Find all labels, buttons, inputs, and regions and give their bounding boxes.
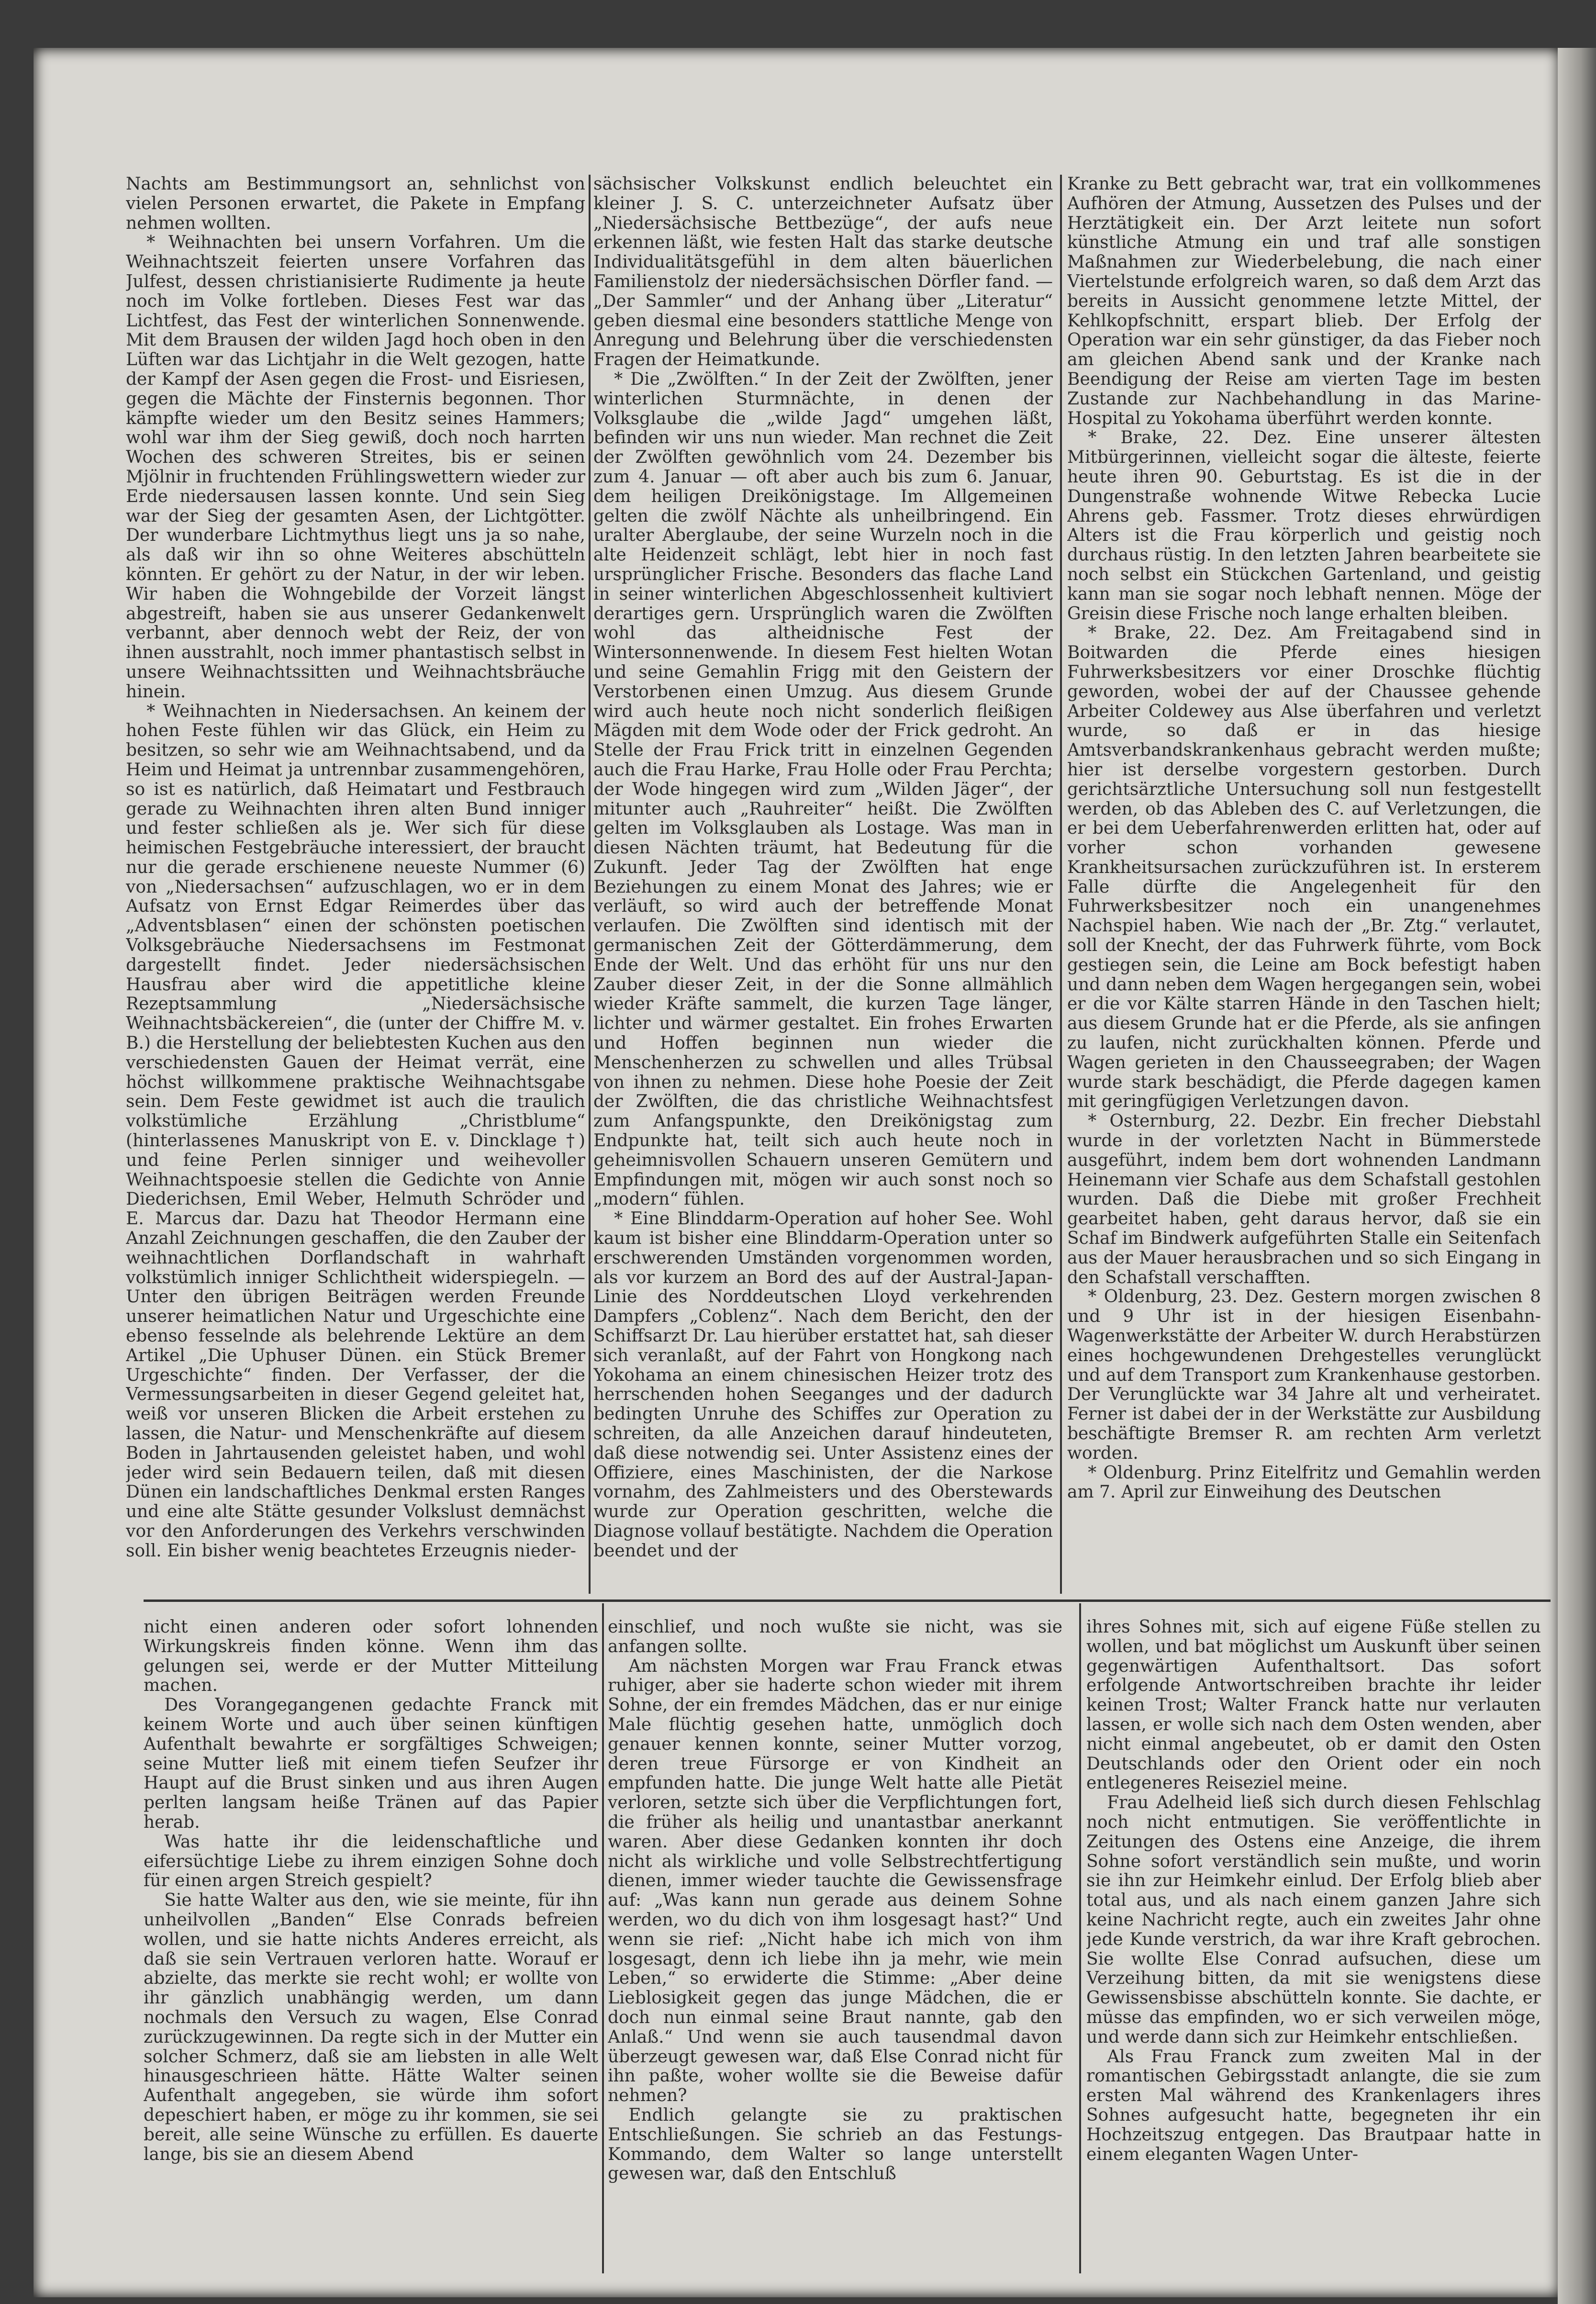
news-column-1 (126, 175, 585, 1594)
article-paragraph: * Die „Zwölften.“ In der Zeit der Zwölften, jener winterlichen Sturmnächte, in denen der Volksglaube die „wilde Jagd“ umgehen läßt, befinden wir uns nun wieder. Man rechnet die Zeit der Zwölften gewöhnlich vom 24. Dezember bis zum 4. Januar — oft aber auch bis zum 6. Januar, dem heiligen Dreikönigstage. Im Allgemeinen gelten die zwölf Nächte als unheilbringend. Ein uralter Aberglaube, der seine Wurzeln noch in die alte Heidenzeit schlägt, lebt hier in noch fast ursprünglicher Frische. Besonders das flache Land in seiner winterlichen Abgeschlossenheit kultiviert derartiges gern. Ursprünglich waren die Zwölften wohl das altheidnische Fest der Wintersonnenwende. In diesem Fest hielten Wotan und seine Gemahlin Frigg mit den Geistern der Verstorbenen einen Umzug. Aus diesem Grunde wird auch heute noch nicht sonderlich fleißigen Mägden mit dem Wode oder der Frick gedroht. An Stelle der Frau Frick tritt in einzelnen Gegenden auch die Frau Harke, Frau Holle oder Frau Perchta; der Wode hingegen wird zum „Wilden Jäger“, der mitunter auch „Rauhreiter“ heißt. Die Zwölften gelten im Volksglauben als Lostage. Was man in diesen Nächten träumt, hat Bedeutung für die Zukunft. Jeder Tag der Zwölften hat enge Beziehungen zu einem Monat des Jahres; wie er verläuft, so wird auch der betreffende Monat verlaufen. Die Zwölften sind identisch mit der germanischen Zeit der Götterdämmerung, dem Ende der Welt. Und das erhöht für uns nur den Zauber dieser Zeit, in der die Sonne allmählich wieder Kräfte sammelt, die kurzen Tage länger, lichter und wärmer gestaltet. Ein frohes Erwarten und Hoffen beginnen nun wieder die Menschenherzen zu schwellen und alles Trübsal von ihnen zu nehmen. Diese hohe Poesie der Zeit der Zwölften, die das christliche Weihnachtsfest zum Anfangspunkte, den Dreikönigstag zum Endpunkte hat, teilt sich auch heute noch in geheimnisvollen Schauern unseren Gemütern und Empfindungen mit, mögen wir auch sonst noch so „modern“ fühlen. (593, 369, 1053, 1209)
feuilleton-divider (144, 1599, 1551, 1602)
column-rule-upper-1 (589, 175, 591, 1594)
story-paragraph: Was hatte ihr die leidenschaftliche und eifersüchtige Liebe zu ihrem einzigen Sohne doch für einen argen Streich gespielt? (144, 1832, 598, 1891)
story-paragraph: Sie hatte Walter aus den, wie sie meinte, für ihn unheilvollen „Banden“ Else Conrads befreien wollen, und sie hatte nichts Anderes erreicht, als daß sie sein Vertrauen verloren hatte. Worauf er abzielte, das merkte sie recht wohl; er wollte von ihr gänzlich unabhängig werden, um dann nochmals den Versuch zu wagen, Else Conrad zurückzugewinnen. Da regte sich in der Mutter ein solcher Schmerz, daß sie am liebsten in alle Welt hinausgeschrieen hätte. Hätte Walter seinen Aufenthalt angegeben, sie würde ihm sofort depeschiert haben, er möge zu ihr kommen, sie sei bereit, alle seine Wünsche zu erfüllen. Es dauerte lange, bis sie an diesem Abend (144, 1890, 598, 2164)
feuilleton-column-2 (608, 1618, 1062, 2273)
story-paragraph: Frau Adelheid ließ sich durch diesen Fehlschlag noch nicht entmutigen. Sie veröffentlichte in Zeitungen des Ostens eine Anzeige, die ihrem Sohne sofort verständlich sein mußte, und worin sie ihn zur Heimkehr einlud. Der Erfolg blieb aber total aus, und als nach einem ganzen Jahre sich keine Nachricht regte, auch ein zweites Jahr ohne jede Kunde verstrich, da war ihre Kraft gebrochen. Sie wollte Else Conrad aufsuchen, diese um Verzeihung bitten, da mit sie wenigstens diese Gewissensbisse abschütteln konnte. Sie dachte, er müsse das empfinden, wo er sich verweilen möge, und werde dann sich zur Heimkehr entschließen. (1086, 1793, 1541, 2047)
article-paragraph: * Weihnachten in Niedersachsen. An keinem der hohen Feste fühlen wir das Glück, ein Heim zu besitzen, so sehr wie am Weihnachtsabend, und da Heim und Heimat ja untrennbar zusammengehören, so ist es natürlich, daß Heimatart und Festbrauch gerade zu Weihnachten ihren alten Bund inniger und fester schließen als je. Wer sich für diese heimischen Festgebräuche interessiert, der braucht nur die gerade erschienene neueste Nummer (6) von „Niedersachsen“ aufzuschlagen, wo er in dem Aufsatz von Ernst Edgar Reimerdes über das „Adventsblasen“ einen der schönsten poetischen Volksgebräuche Niedersachsens im Festmonat dargestellt findet. Jeder niedersächsischen Hausfrau aber wird die appetitliche kleine Rezeptsammlung „Niedersächsische Weihnachtsbäckereien“, die (unter der Chiffre M. v. B.) die Herstellung der beliebtesten Kuchen aus den verschiedensten Gauen der Heimat verrät, eine höchst willkommene praktische Weihnachtsgabe sein. Dem Feste gewidmet ist auch die traulich volkstümliche Erzählung „Christblume“ (hinterlassenes Manuskript von E. v. Dincklage †) und feine Perlen sinniger und weihevoller Weihnachtspoesie stellen die Gedichte von Annie Diederichsen, Emil Weber, Helmuth Schröder und E. Marcus dar. Dazu hat Theodor Hermann eine Anzahl Zeichnungen geschaffen, die den Zauber der weihnachtlichen Dorflandschaft in wahrhaft volkstümlich inniger Schlichtheit widerspiegeln. — Unter den übrigen Beiträgen werden Freunde unserer heimatlichen Natur und Urgeschichte eine ebenso fesselnde als belehrende Lektüre an dem Artikel „Die Uphuser Dünen. ein Stück Bremer Urgeschichte“ finden. Der Verfasser, der die Vermessungsarbeiten in dieser Gegend geleitet hat, weiß vor unseren Blicken die Arbeit erstehen zu lassen, die Natur- und Menschenkräfte auf diesem Boden in Jahrtausenden geleistet haben, und wohl jeder wird sein Bedauern teilen, daß mit diesen Dünen ein landschaftliches Denkmal ersten Ranges und eine alte Stätte gesunder Volkslust demnächst vor den Anforderungen des Verkehrs verschwinden soll. Ein bisher wenig beachtetes Erzeugnis nieder- (126, 701, 585, 1561)
article-paragraph: sächsischer Volkskunst endlich beleuchtet ein kleiner J. S. C. unterzeichneter Aufsatz über „Niedersächsische Bettbezüge“, der aufs neue erkennen läßt, wie festen Halt das starke deutsche Individualitätsgefühl in dem alten bäuerlichen Familienstolz der niedersächsischen Dörfler fand. — „Der Sammler“ und der Anhang über „Literatur“ geben diesmal eine besonders stattliche Menge von Anregung und Belehrung über die verschiedensten Fragen der Heimatkunde. (593, 175, 1053, 370)
story-paragraph: Endlich gelangte sie zu praktischen Entschließungen. Sie schrieb an das Festungs-Kommando, dem Walter so lange unterstellt gewesen war, daß den Entschluß (608, 2105, 1062, 2184)
feuilleton-column-1 (144, 1618, 598, 2273)
story-paragraph: Des Vorangegangenen gedachte Franck mit keinem Worte und auch über seinen künftigen Aufenthalt bewahrte er sorgfältiges Schweigen; seine Mutter ließ mit einem tiefen Seufzer ihr Haupt auf die Brust sinken und aus ihren Augen perlten langsam heiße Tränen auf das Papier herab. (144, 1695, 598, 1832)
article-paragraph: * Eine Blinddarm-Operation auf hoher See. Wohl kaum ist bisher eine Blinddarm-Operation unter so erschwerenden Umständen vorgenommen worden, als vor kurzem an Bord des auf der Austral-Japan-Linie des Norddeutschen Lloyd verkehrenden Dampfers „Coblenz“. Nach dem Bericht, den der Schiffsarzt Dr. Lau hierüber erstattet hat, sah dieser sich veranlaßt, auf der Fahrt von Hongkong nach Yokohama an einem chinesischen Heizer trotz des herrschenden hohen Seeganges und der dadurch bedingten Unruhe des Schiffes zur Operation zu schreiten, da alle Anzeichen darauf hindeuteten, daß diese notwendig sei. Unter Assistenz eines der Offiziere, eines Maschinisten, der die Narkose vornahm, des Zahlmeisters und des Oberstewards wurde zur Operation geschritten, welche die Diagnose vollauf bestätigte. Nachdem die Operation beendet und der (593, 1209, 1053, 1561)
column-rule-upper-2 (1060, 175, 1062, 1594)
column-rule-lower-2 (1079, 1603, 1081, 2273)
local-news-brake: * Brake, 22. Dez. Am Freitagabend sind in Boitwarden die Pferde eines hiesigen Fuhrwerksbesitzers vor einer Droschke flüchtig geworden, wobei der auf der Chaussee gehende Arbeiter Coldewey aus Alse überfahren und verletzt wurde, so daß er in das hiesige Amtsverbandskrankenhaus gebracht werden mußte; hier ist derselbe vorgestern gestorben. Durch gerichtsärztliche Untersuchung soll nun festgestellt werden, ob das Ableben des C. auf Verletzungen, die er bei dem Ueberfahrenwerden erlitten hat, oder auf vorher schon vorhanden gewesene Krankheitsursachen zurückzuführen ist. In ersterem Falle dürfte die Angelegenheit für den Fuhrwerksbesitzer noch ein unangenehmes Nachspiel haben. Wie nach der „Br. Ztg.“ verlautet, soll der Knecht, der das Fuhrwerk führte, vom Bock gestiegen sein, die Leine am Bock befestigt haben und dann neben dem Wagen hergegangen sein, wobei er die vor Kälte starren Hände in den Taschen hielt; aus diesem Grunde hat er die Pferde, als sie anfingen zu laufen, nicht zurückhalten können. Pferde und Wagen gerieten in den Chausseegraben; der Wagen wurde stark beschädigt, die Pferde dagegen kamen mit geringfügigen Verletzungen davon. (1067, 623, 1541, 1112)
news-column-2 (593, 175, 1053, 1594)
story-paragraph: Als Frau Franck zum zweiten Mal in der romantischen Gebirgsstadt anlangte, die sie zum ersten Mal während des Krankenlagers ihres Sohnes aufgesucht hatte, begegneten ihr ein Hochzeitszug entgegen. Das Brautpaar hatte in einem eleganten Wagen Unter- (1086, 2047, 1541, 2164)
story-paragraph: einschlief, und noch wußte sie nicht, was sie anfangen sollte. (608, 1618, 1062, 1656)
column-rule-lower-1 (602, 1603, 604, 2273)
story-paragraph: nicht einen anderen oder sofort lohnenden Wirkungskreis finden könne. Wenn ihm das gelungen sei, werde er der Mutter Mitteilung machen. (144, 1618, 598, 1696)
news-column-3 (1067, 175, 1541, 1594)
story-paragraph: ihres Sohnes mit, sich auf eigene Füße stellen zu wollen, und bat möglichst um Auskunft über seinen gegenwärtigen Aufenthaltsort. Das sofort erfolgende Antwortschreiben brachte ihr leider keinen Trost; Walter Franck hatte nur verlauten lassen, er wolle sich nach dem Osten wenden, aber nicht einmal angebeutet, ob er damit den Osten Deutschlands oder den Orient oder ein noch entlegeneres Reiseziel meine. (1086, 1618, 1541, 1793)
article-paragraph: Kranke zu Bett gebracht war, trat ein vollkommenes Aufhören der Atmung, Aussetzen des Pulses und der Herztätigkeit ein. Der Arzt leitete nun sofort künstliche Atmung ein und traf alle sonstigen Maßnahmen zur Wiederbelebung, die nach einer Viertelstunde erfolgreich waren, so daß dem Arzt das bereits in Aussicht genommene letzte Mittel, der Kehlkopfschnitt, erspart blieb. Der Erfolg der Operation war ein sehr günstiger, da das Fieber noch am gleichen Abend sank und der Kranke nach Beendigung der Reise am vierten Tage im besten Zustande zur Nachbehandlung in das Marine-Hospital zu Yokohama überführt werden konnte. (1067, 175, 1541, 428)
local-news-oldenburg: * Oldenburg. Prinz Eitelfritz und Gemahlin werden am 7. April zur Einweihung des Deutschen (1067, 1463, 1541, 1502)
article-paragraph: * Weihnachten bei unsern Vorfahren. Um die Weihnachtszeit feierten unsere Vorfahren das Julfest, dessen christianisierte Rudimente ja heute noch im Volke fortleben. Dieses Fest war das Lichtfest, das Fest der winterlichen Sonnenwende. Mit dem Brausen der wilden Jagd hoch oben in den Lüften war das Lichtjahr in die Welt gezogen, hatte der Kampf der Asen gegen die Frost- und Eisriesen, gegen die Mächte der Finsternis begonnen. Thor kämpfte wieder um den Besitz seines Hammers; wohl war ihm der Sieg gewiß, doch noch harrten Wochen des schweren Streites, bis er seinen Mjölnir in fruchtenden Frühlingswettern wieder zur Erde niedersausen lassen konnte. Und sein Sieg war der Sieg der gesamten Asen, der Lichtgötter. Der wunderbare Lichtmythus liegt uns ja so nahe, als daß wir ihn so ohne Weiteres abschütteln könnten. Er gehört zu der Natur, in der wir leben. Wir haben die Wohngebilde der Vorzeit längst abgestreift, haben sie aus unserer Gedankenwelt verbannt, aber dennoch webt der Reiz, der von ihnen ausstrahlt, noch immer phantastisch selbst in unsere Weihnachtssitten und Weihnachtsbräuche hinein. (126, 233, 585, 702)
page-binding-edge (1558, 48, 1596, 2304)
story-paragraph: Am nächsten Morgen war Frau Franck etwas ruhiger, aber sie haderte schon wieder mit ihrem Sohne, der ein fremdes Mädchen, das er nur einige Male flüchtig gesehen hatte, unmöglich doch genauer kennen konnte, seiner Mutter vorzog, deren treue Fürsorge er von Kindheit an empfunden hatte. Die junge Welt hatte alle Pietät verloren, setzte sich über die Verpflichtungen fort, die früher als heilig und unantastbar anerkannt waren. Aber diese Gedanken konnten ihr doch nicht als wirkliche und volle Selbstrechtfertigung dienen, immer wieder tauchte die Gewissensfrage auf: „Was kann nun gerade aus deinem Sohne werden, wo du dich von ihm losgesagt hast?“ Und wenn sie rief: „Nicht habe ich mich von ihm losgesagt, denn ich liebe ihn ja mehr, wie mein Leben,“ so erwiderte die Stimme: „Aber deine Lieblosigkeit gegen das junge Mädchen, die er doch nun einmal seine Braut nannte, gab den Anlaß.“ Und wenn sie auch tausendmal davon überzeugt gewesen war, daß Else Conrad nicht für ihn paßte, woher wollte sie die Beweise dafür nehmen? (608, 1656, 1062, 2106)
local-news-osternburg: * Osternburg, 22. Dezbr. Ein frecher Diebstahl wurde in der vorletzten Nacht in Bümmerstede ausgeführt, indem bem dort wohnenden Landmann Heinemann vier Schafe aus dem Schafstall gestohlen wurden. Daß die Diebe mit großer Frechheit gearbeitet haben, geht daraus hervor, daß sie ein Schaf im Bindwerk aufgeführten Stalle ein Seitenfach aus der Mauer herausbrachen und so sich Eingang in den Schafstall verschafften. (1067, 1111, 1541, 1287)
local-news-brake: * Brake, 22. Dez. Eine unserer ältesten Mitbürgerinnen, vielleicht sogar die älteste, feierte heute ihren 90. Geburtstag. Es ist die in der Dungenstraße wohnende Witwe Rebecka Lucie Ahrens geb. Fassmer. Trotz dieses ehrwürdigen Alters ist die Frau körperlich und geistig noch durchaus rüstig. In den letzten Jahren bearbeitete sie noch selbst ein Stückchen Gartenland, und geistig kann man sie sogar noch lebhaft nennen. Möge der Greisin diese Frische noch lange erhalten bleiben. (1067, 428, 1541, 624)
feuilleton-column-3 (1086, 1618, 1541, 2273)
article-paragraph: Nachts am Bestimmungsort an, sehnlichst von vielen Personen erwartet, die Pakete in Empfang nehmen wollten. (126, 175, 585, 233)
local-news-oldenburg: * Oldenburg, 23. Dez. Gestern morgen zwischen 8 und 9 Uhr ist in der hiesigen Eisenbahn-Wagenwerkstätte der Arbeiter W. durch Herabstürzen eines hochgewundenen Drehgestelles verunglückt und auf dem Transport zum Krankenhause gestorben. Der Verunglückte war 34 Jahre alt und verheiratet. Ferner ist dabei der in der Werkstätte zur Ausbildung beschäftigte Bremser R. am rechten Arm verletzt worden. (1067, 1287, 1541, 1463)
